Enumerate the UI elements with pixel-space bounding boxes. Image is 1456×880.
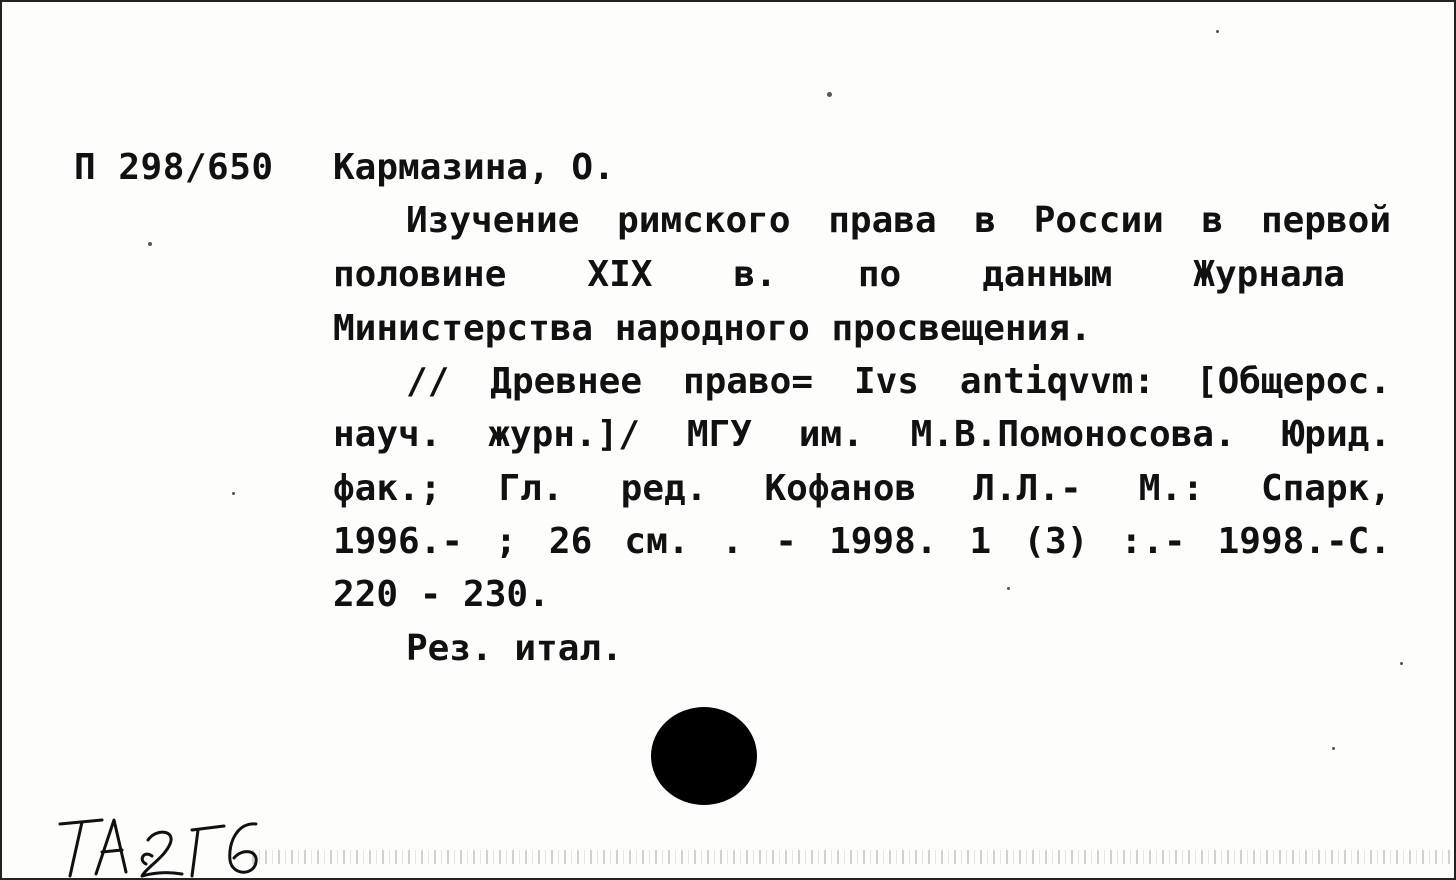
edge-noise xyxy=(252,850,1452,864)
source-line-2: науч. журн.]/ МГУ им. М.В.Помоносова. Юрид. xyxy=(333,414,1391,455)
source-line-4: 1996.- ; 26 см. . - 1998. 1 (3) :.- 1998.-С. xyxy=(333,521,1391,562)
speck xyxy=(1007,587,1010,590)
speck xyxy=(148,242,152,246)
speck xyxy=(232,492,235,495)
speck xyxy=(1216,30,1219,33)
author-name: Кармазина, О. xyxy=(333,147,615,188)
speck xyxy=(1400,662,1403,665)
title-line-1: Изучение римского права в России в первой xyxy=(406,200,1391,241)
handwritten-code xyxy=(52,802,272,880)
speck xyxy=(827,92,832,97)
pages-line: 220 - 230. xyxy=(333,574,550,615)
source-line-3: фак.; Гл. ред. Кофанов Л.Л.- М.: Спарк, xyxy=(333,468,1391,509)
speck xyxy=(1332,747,1335,750)
summary-note: Рез. итал. xyxy=(406,628,623,669)
title-line-3: Министерства народного просвещения. xyxy=(333,308,1092,349)
shelf-mark: П 298/650 xyxy=(74,147,274,188)
title-line-2: половине XIX в. по данным Журнала xyxy=(333,254,1345,295)
source-line-1: // Древнее право= Ivs antiqvvm: [Общерос. xyxy=(406,361,1391,402)
punch-hole xyxy=(651,707,757,805)
